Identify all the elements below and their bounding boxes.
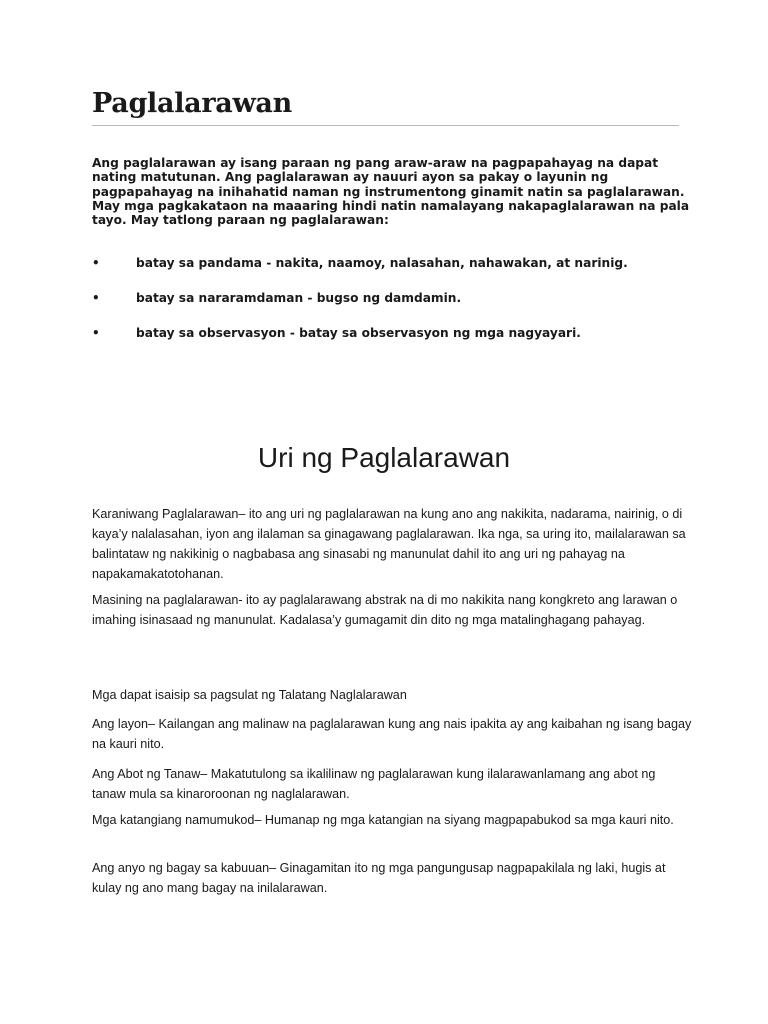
list-item-text: batay sa pandama - nakita, naamoy, nalasahan, nahawakan, at narinig. xyxy=(136,256,628,270)
paragraph-masining-na-paglalarawan: Masining na paglalarawan- ito ay paglalarawang abstrak na di mo nakikita nang kongkreto ang larawan o imahing isinasaad ng manunulat. Kadalasa’y gumagamit din dito ng mga matalinghagang pahayag. xyxy=(92,593,678,627)
paragraph-mga-dapat-isaisip: Mga dapat isaisip sa pagsulat ng Talatang Naglalarawan xyxy=(92,688,407,702)
page-title: Paglalarawan xyxy=(92,88,292,119)
section-title: Uri ng Paglalarawan xyxy=(257,442,511,473)
list-item-text: batay sa nararamdaman - bugso ng damdamin. xyxy=(136,291,462,305)
list-item xyxy=(92,255,692,290)
list-item-text: batay sa observasyon - batay sa observasyon ng mga nagyayari. xyxy=(136,326,581,340)
bullet-icon: • xyxy=(92,291,100,305)
list-item xyxy=(92,325,692,360)
paragraph-anyo-ng-bagay: Ang anyo ng bagay sa kabuuan– Ginagamitan ito ng mga pangungusap nagpapakilala ng laki, hugis at kulay ng ano mang bagay na inilalarawan. xyxy=(92,861,666,895)
bullet-icon: • xyxy=(92,326,100,340)
title-divider xyxy=(92,125,679,126)
bullet-list xyxy=(92,255,692,360)
paragraph-karaniwang-paglalarawan: Karaniwang Paglalarawan– ito ang uri ng paglalarawan na kung ano ang nakikita, nadarama, nairinig, o di kaya’y nalalasahan, iyon ang ilalaman sa ginagawang paglalarawan. Ika nga, sa uring ito, mailalarawan sa balintataw ng nakikinig o nagbabasa ang sinasabi ng manunulat dahil ito ang uri ng pahayag na napakamakatotohanan. xyxy=(92,507,686,581)
paragraph-abot-ng-tanaw: Ang Abot ng Tanaw– Makatutulong sa ikalilinaw ng paglalarawan kung ilalarawanlamang ang abot ng tanaw mula sa kinaroroonan ng naglalarawan. xyxy=(92,767,656,801)
intro-paragraph: Ang paglalarawan ay isang paraan ng pang araw-araw na pagpapahayag na dapat nating matutunan. Ang paglalarawan ay nauuri ayon sa pakay o layunin ng pagpapahayag na inihahatid naman ng instrumentong ginamit natin sa paglalarawan. May mga pagkakataon na maaaring hindi natin namalayang nakapaglalarawan na pala tayo. May tatlong paraan ng paglalarawan: xyxy=(92,156,690,228)
paragraph-katangiang-namumukod: Mga katangiang namumukod– Humanap ng mga katangian na siyang magpapabukod sa mga kauri nito. xyxy=(92,813,674,827)
bullet-icon: • xyxy=(92,256,100,270)
paragraph-ang-layon: Ang layon– Kailangan ang malinaw na paglalarawan kung ang nais ipakita ay ang kaibahan ng isang bagay na kauri nito. xyxy=(92,717,692,751)
list-item xyxy=(92,290,692,325)
